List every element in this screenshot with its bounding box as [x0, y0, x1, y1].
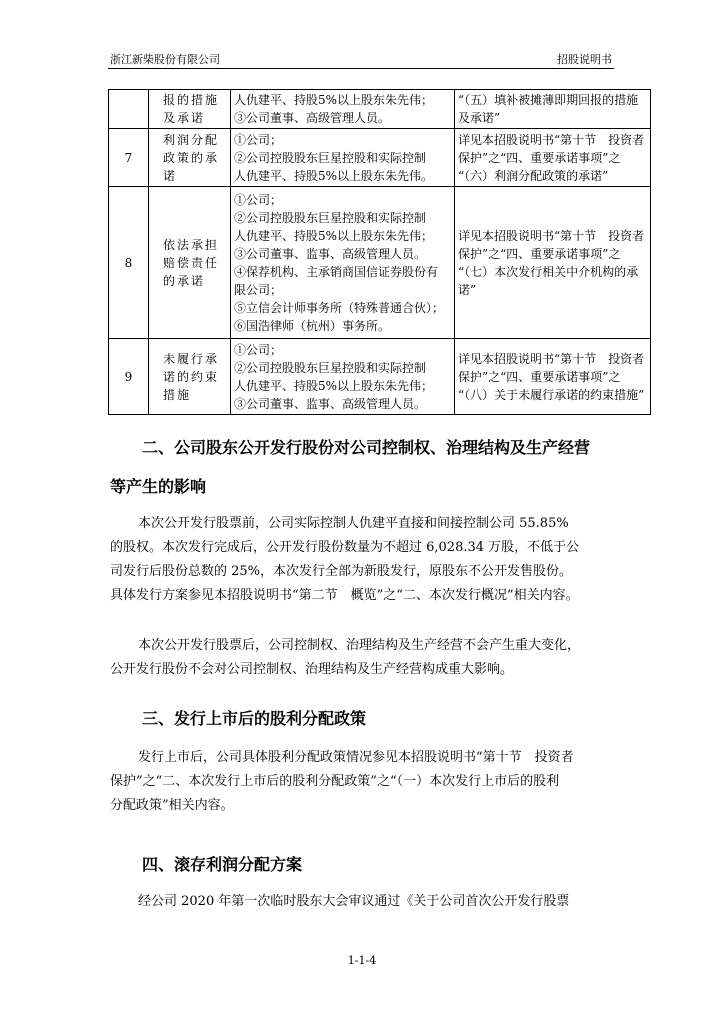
- section-2-paragraph-1: 本次公开发行股票前，公司实际控制人仇建平直接和间接控制公司 55.85% 的股权。本次发行完成后，公开发行股份数量为不超过 6,028.34 万股，不低于公 司发行后股份总数的 25%，本次发行全部为新股发行，原股东不公开发售股份。 具体发行方案参见本招股说明书“第二节 概览”之“二、本次发行概况”相关内容。: [110, 516, 580, 603]
- commitment-name: 报的措施 及承诺: [149, 90, 231, 129]
- commitment-name: 依法承担 赔偿责任 的承诺: [149, 187, 231, 339]
- commitment-table: [108, 89, 651, 415]
- commitment-parties: ①公司； ②公司控股股东巨星控股和实际控制 人仇建平、持股5%以上股东朱先伟； ③公司董事、监事、高级管理人员。 ④保荐机构、主承销商国信证券股份有 限公司； ⑤立信会计师事务所（特殊普通合伙）； ⑥国浩律师（杭州）事务所。: [231, 187, 455, 339]
- row-number: 9: [109, 339, 149, 415]
- section-2-heading-continued: 等产生的影响: [110, 477, 207, 496]
- commitment-parties: ①公司； ②公司控股股东巨星控股和实际控制 人仇建平、持股5%以上股东朱先伟； ③公司董事、监事、高级管理人员。: [231, 339, 455, 415]
- header-company: 浙江新柴股份有限公司: [110, 53, 220, 66]
- section-3-heading: 三、发行上市后的股利分配政策: [142, 709, 367, 728]
- section-2-paragraph-2: 本次公开发行股票后，公司控制权、治理结构及生产经营不会产生重大变化， 公开发行股份不会对公司控制权、治理结构及生产经营构成重大影响。: [110, 638, 581, 677]
- section-4-heading: 四、滚存利润分配方案: [142, 855, 303, 874]
- commitment-reference: 详见本招股说明书“第十节 投资者 保护”之“四、重要承诺事项”之 “（七）本次发行相关中介机构的承 诺”: [455, 187, 651, 339]
- row-number: 8: [109, 187, 149, 339]
- section-2-heading: 二、公司股东公开发行股份对公司控制权、治理结构及生产经营: [142, 438, 591, 457]
- section-4-paragraph: 经公司 2020 年第一次临时股东大会审议通过《关于公司首次公开发行股票: [138, 894, 570, 909]
- table-row: [109, 339, 651, 415]
- header-doc-title: 招股说明书: [557, 53, 612, 66]
- table-row: [109, 90, 651, 129]
- commitment-parties: ①公司； ②公司控股股东巨星控股和实际控制 人仇建平、持股5%以上股东朱先伟。: [231, 129, 455, 187]
- commitment-name: 利润分配 政策的承 诺: [149, 129, 231, 187]
- row-number: [109, 90, 149, 129]
- commitment-reference: 详见本招股说明书“第十节 投资者 保护”之“四、重要承诺事项”之 “（八）关于未履行承诺的约束措施”: [455, 339, 651, 415]
- commitment-parties: 人仇建平、持股5%以上股东朱先伟； ③公司董事、高级管理人员。: [231, 90, 455, 129]
- commitment-name: 未履行承 诺的约束 措施: [149, 339, 231, 415]
- row-number: 7: [109, 129, 149, 187]
- page-number: 1-1-4: [347, 954, 377, 967]
- table-row: [109, 129, 651, 187]
- table-row: [109, 187, 651, 339]
- commitment-reference: 详见本招股说明书“第十节 投资者 保护”之“四、重要承诺事项”之 “（六）利润分配政策的承诺”: [455, 129, 651, 187]
- page-header: [108, 48, 614, 69]
- commitment-reference: “（五）填补被摊薄即期回报的措施 及承诺”: [455, 90, 651, 129]
- section-3-paragraph: 发行上市后，公司具体股利分配政策情况参见本招股说明书“第十节 投资者 保护”之“二、本次发行上市后的股利分配政策”之“（一）本次发行上市后的股利 分配政策”相关内容。: [110, 750, 574, 813]
